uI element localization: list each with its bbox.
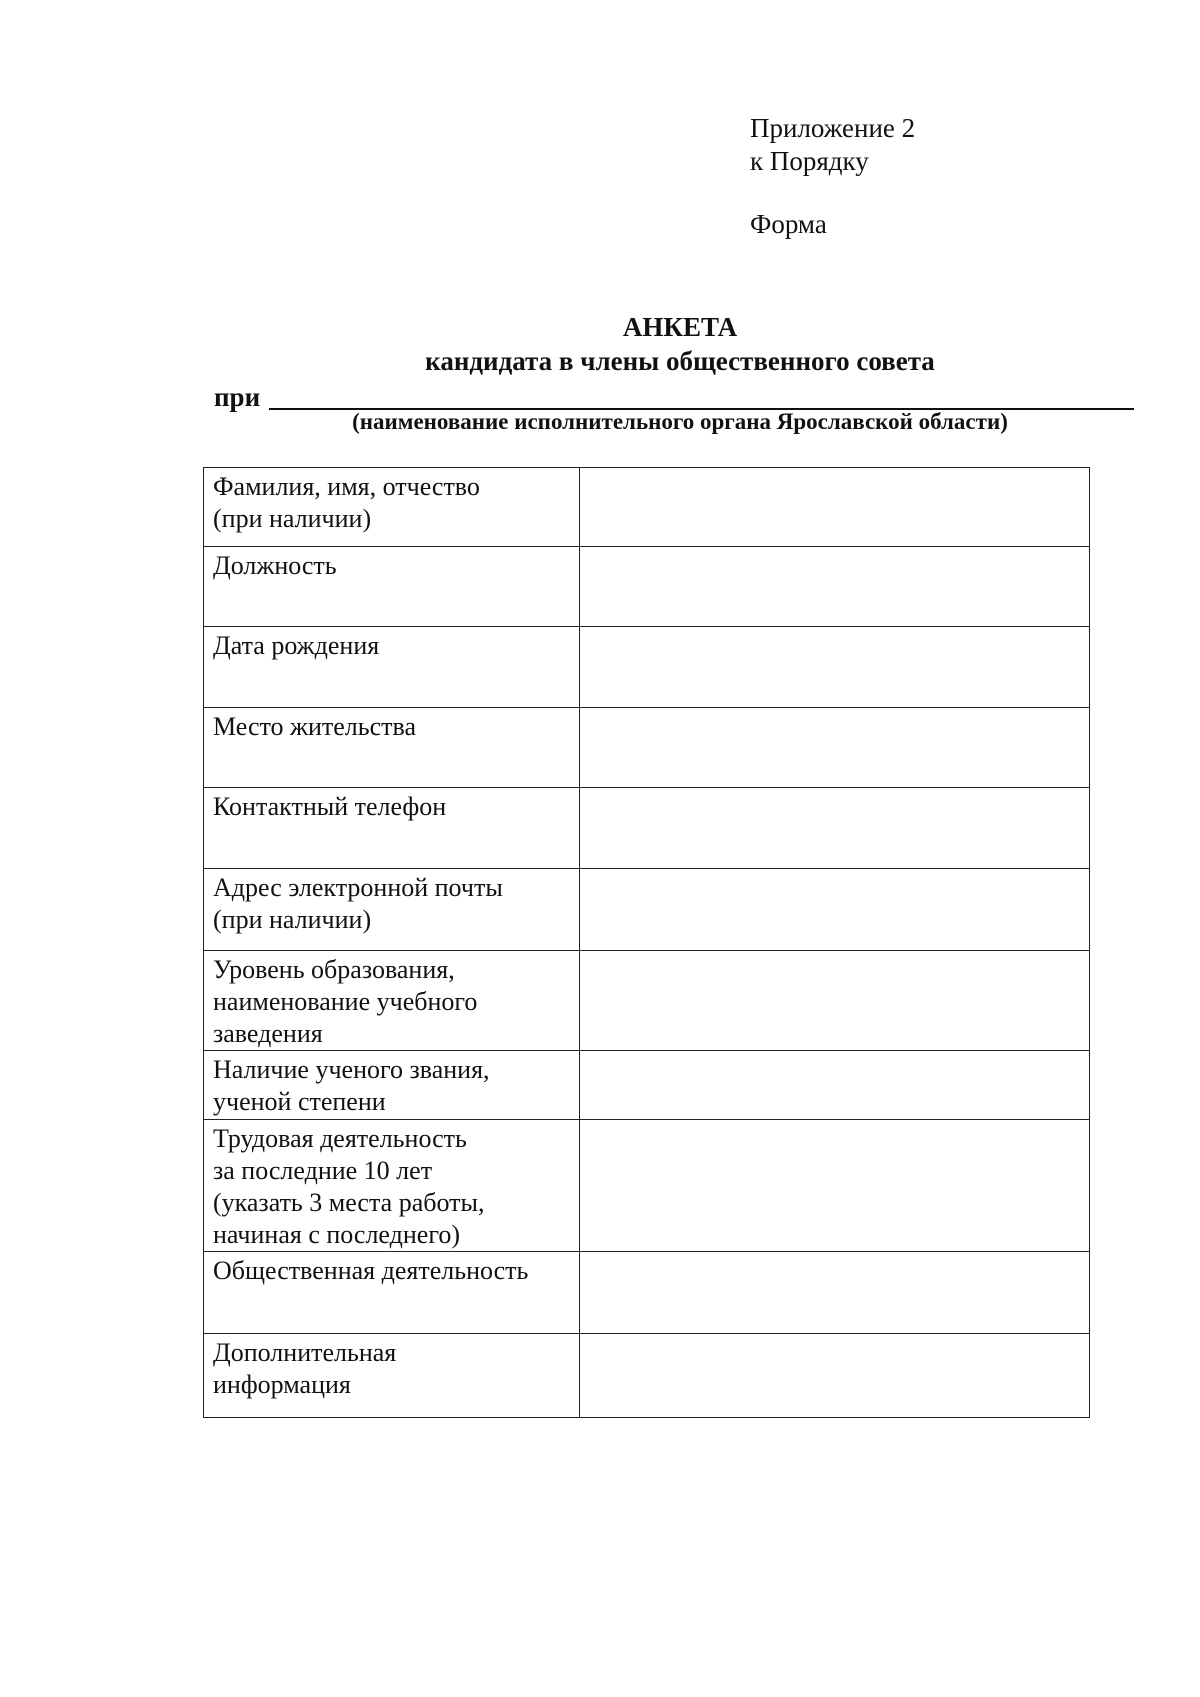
row-value-birth-date[interactable] [580, 627, 1090, 708]
table-row [204, 468, 1090, 547]
row-label-email: Адрес электронной почты (при наличии) [204, 869, 580, 951]
row-value-residence[interactable] [580, 708, 1090, 788]
row-value-phone[interactable] [580, 788, 1090, 869]
row-label-birth-date: Дата рождения [204, 627, 580, 708]
table-row [204, 627, 1090, 708]
questionnaire-table [203, 467, 1090, 1418]
row-label-residence: Место жительства [204, 708, 580, 788]
row-label-position: Должность [204, 547, 580, 627]
document-title: АНКЕТА [622, 312, 738, 342]
row-value-email[interactable] [580, 869, 1090, 951]
table-row [204, 1120, 1090, 1252]
row-value-additional-info[interactable] [580, 1334, 1090, 1418]
form-label: Форма [750, 209, 827, 239]
row-label-phone: Контактный телефон [204, 788, 580, 869]
organ-name-hint: (наименование исполнительного органа Ярославской области) [352, 409, 1008, 434]
row-value-full-name[interactable] [580, 468, 1090, 547]
row-label-additional-info: Дополнительная информация [204, 1334, 580, 1418]
document-subtitle: кандидата в члены общественного совета [425, 346, 935, 376]
pri-word: при [214, 382, 261, 412]
row-label-public-activity: Общественная деятельность [204, 1252, 580, 1334]
row-value-work-history[interactable] [580, 1120, 1090, 1252]
annex-reference: к Порядку [750, 146, 869, 176]
row-label-academic-degree: Наличие ученого звания, ученой степени [204, 1051, 580, 1120]
table-row [204, 1334, 1090, 1418]
row-label-education: Уровень образования, наименование учебного заведения [204, 951, 580, 1051]
row-value-public-activity[interactable] [580, 1252, 1090, 1334]
row-label-full-name: Фамилия, имя, отчество (при наличии) [204, 468, 580, 547]
row-value-position[interactable] [580, 547, 1090, 627]
table-row [204, 547, 1090, 627]
table-row [204, 869, 1090, 951]
annex-number: Приложение 2 [750, 113, 916, 143]
row-value-academic-degree[interactable] [580, 1051, 1090, 1120]
table-row [204, 788, 1090, 869]
table-row [204, 1051, 1090, 1120]
row-value-education[interactable] [580, 951, 1090, 1051]
row-label-work-history: Трудовая деятельность за последние 10 лет (указать 3 места работы, начиная с последнего) [204, 1120, 580, 1252]
annex-block [750, 112, 915, 241]
table-row [204, 708, 1090, 788]
table-row [204, 1252, 1090, 1334]
table-row [204, 951, 1090, 1051]
